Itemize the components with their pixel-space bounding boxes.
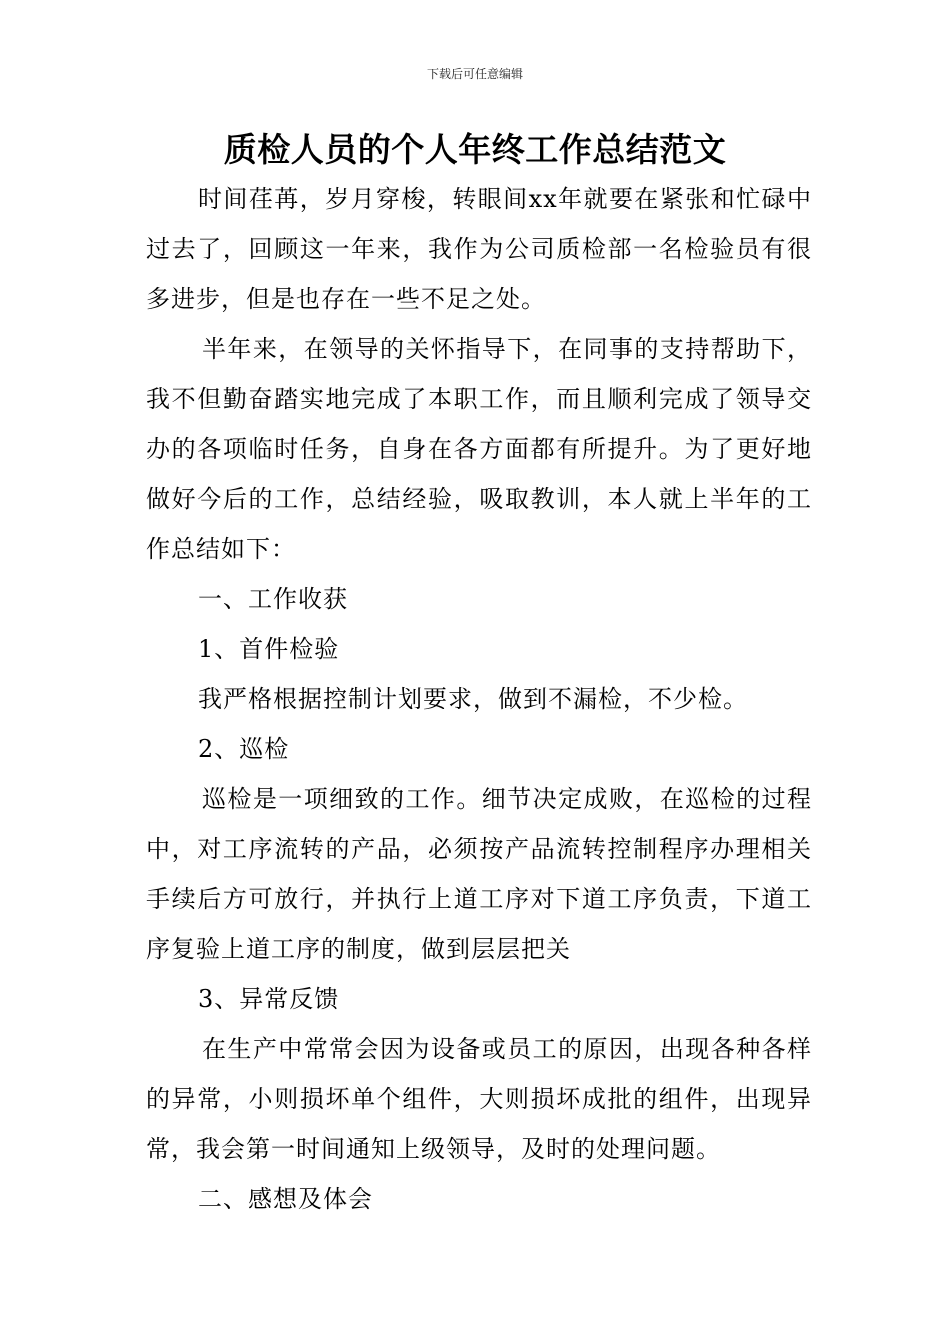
section-heading-work-gains: 一、工作收获 <box>198 585 348 613</box>
subheading-first-article-inspection: 1、首件检验 <box>198 635 340 663</box>
subheading-abnormal-feedback: 3、异常反馈 <box>198 985 340 1013</box>
paragraph-intro: 时间荏苒，岁月穿梭，转眼间xx年就要在紧张和忙碌中过去了，回顾这一年来，我作为公司质检部一名检验员有很多进步，但是也存在一些不足之处。 <box>146 185 812 313</box>
document-title: 质检人员的个人年终工作总结范文 <box>223 130 727 169</box>
header-note: 下载后可任意编辑 <box>426 67 523 81</box>
paragraph-abnormal-feedback: 在生产中常常会因为设备或员工的原因，出现各种各样的异常，小则损坏单个组件，大则损坏成批的组件，出现异常，我会第一时间通知上级领导，及时的处理问题。 <box>146 1035 812 1163</box>
paragraph-overview: 半年来，在领导的关怀指导下，在同事的支持帮助下，我不但勤奋踏实地完成了本职工作，而且顺利完成了领导交办的各项临时任务，自身在各方面都有所提升。为了更好地做好今后的工作，总结经验，吸取教训，本人就上半年的工作总结如下： <box>146 335 812 563</box>
subheading-patrol-inspection: 2、巡检 <box>198 735 290 763</box>
document-body <box>146 174 812 1224</box>
section-heading-reflections: 二、感想及体会 <box>198 1185 373 1213</box>
paragraph-patrol-inspection: 巡检是一项细致的工作。细节决定成败，在巡检的过程中，对工序流转的产品，必须按产品流转控制程序办理相关手续后方可放行，并执行上道工序对下道工序负责，下道工序复验上道工序的制度，做到层层把关 <box>146 785 812 963</box>
paragraph-first-article-inspection: 我严格根据控制计划要求，做到不漏检，不少检。 <box>198 685 748 713</box>
